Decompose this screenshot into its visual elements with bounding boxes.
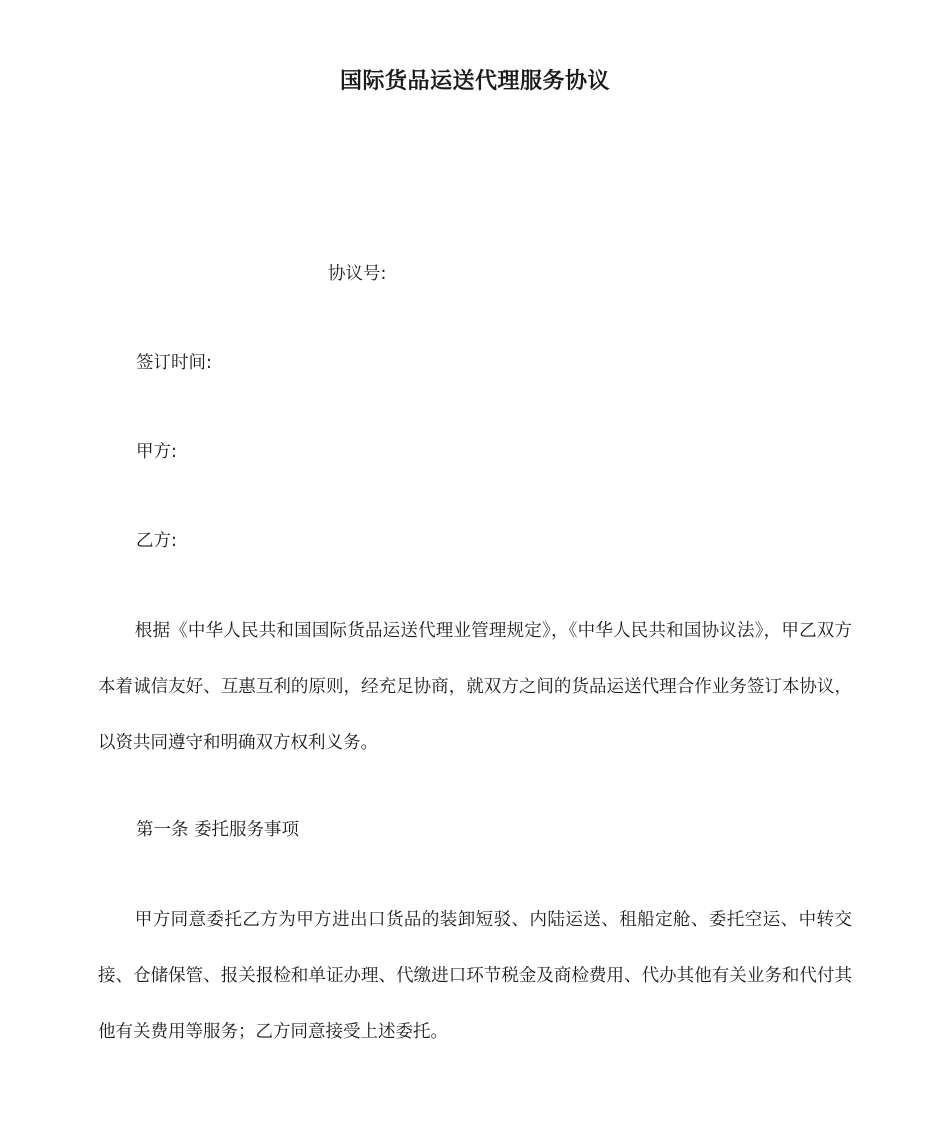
article-1-body: 甲方同意委托乙方为甲方进出口货品的装卸短驳、内陆运送、租船定舱、委托空运、中转交接、仓储保管、报关报检和单证办理、代缴进口环节税金及商检费用、代办其他有关业务和代付其他有关费用等服务；乙方同意接受上述委托。: [98, 910, 852, 1042]
article-1-heading: 第一条 委托服务事项: [136, 820, 300, 840]
agreement-number-label: 协议号:: [328, 264, 387, 284]
document-title: 国际货品运送代理服务协议: [339, 69, 610, 94]
preamble-paragraph: 根据《中华人民共和国国际货品运送代理业管理规定》，《中华人民共和国协议法》，甲乙双方本着诚信友好、互惠互利的原则，经充足协商，就双方之间的货品运送代理合作业务签订本协议，以资共同遵守和明确双方权利义务。: [98, 621, 852, 753]
signing-time-label: 签订时间:: [136, 353, 212, 373]
party-b-label: 乙方:: [136, 531, 177, 551]
party-a-label: 甲方:: [136, 442, 177, 462]
